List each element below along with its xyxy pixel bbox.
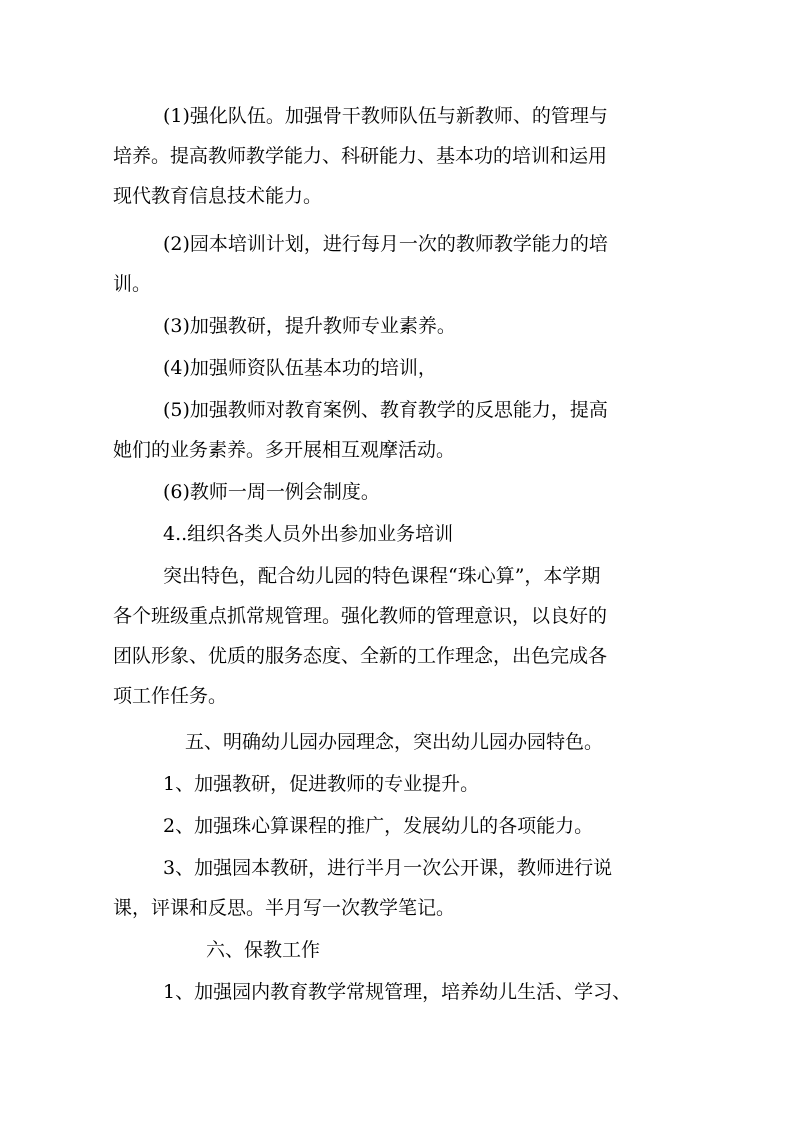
text-line: (1)强化队伍。加强骨干教师队伍与新教师、的管理与 bbox=[163, 105, 608, 127]
text-line: (2)园本培训计划，进行每月一次的教师教学能力的培 bbox=[163, 233, 608, 255]
text-line: (4)加强师资队伍基本功的培训， bbox=[163, 357, 437, 379]
text-line: 六、保教工作 bbox=[206, 939, 321, 961]
paragraph-12 bbox=[113, 972, 693, 1012]
text-line: 1、加强教研，促进教师的专业提升。 bbox=[163, 773, 480, 795]
paragraph-5 bbox=[113, 390, 693, 470]
paragraph-9 bbox=[113, 764, 693, 804]
text-line: (6)教师一周一例会制度。 bbox=[163, 481, 380, 503]
text-line: 3、加强园本教研，进行半月一次公开课，教师进行说 bbox=[163, 857, 613, 879]
section-heading-5 bbox=[113, 722, 693, 762]
section-heading-6 bbox=[113, 930, 693, 970]
text-line: 训。 bbox=[113, 273, 152, 295]
text-line: 各个班级重点抓常规管理。强化教师的管理意识，以良好的 bbox=[113, 605, 608, 627]
text-line: 培养。提高教师教学能力、科研能力、基本功的培训和运用 bbox=[113, 145, 608, 167]
text-line: 课，评课和反思。半月写一次教学笔记。 bbox=[113, 897, 456, 919]
text-line: 项工作任务。 bbox=[113, 685, 228, 707]
paragraph-1 bbox=[113, 96, 693, 216]
text-line: 2、加强珠心算课程的推广，发展幼儿的各项能力。 bbox=[163, 815, 594, 837]
text-line: 1、加强园内教育教学常规管理，培养幼儿生活、学习、 bbox=[163, 981, 632, 1003]
paragraph-10 bbox=[113, 806, 693, 846]
text-line: (3)加强教研，提升教师专业素养。 bbox=[163, 315, 456, 337]
text-line: 她们的业务素养。多开展相互观摩活动。 bbox=[113, 439, 456, 461]
paragraph-6 bbox=[113, 472, 693, 512]
text-line: 突出特色，配合幼儿园的特色课程“珠心算”，本学期 bbox=[163, 565, 601, 587]
paragraph-4 bbox=[113, 348, 693, 388]
text-line: 现代教育信息技术能力。 bbox=[113, 185, 323, 207]
paragraph-11 bbox=[113, 848, 693, 928]
paragraph-8 bbox=[113, 556, 693, 716]
text-line: 团队形象、优质的服务态度、全新的工作理念，出色完成各 bbox=[113, 645, 608, 667]
paragraph-7 bbox=[113, 514, 693, 554]
text-line: 4..组织各类人员外出参加业务培训 bbox=[163, 523, 454, 545]
paragraph-3 bbox=[113, 306, 693, 346]
paragraph-2 bbox=[113, 224, 693, 304]
text-line: (5)加强教师对教育案例、教育教学的反思能力，提高 bbox=[163, 399, 608, 421]
text-line: 五、明确幼儿园办园理念，突出幼儿园办园特色。 bbox=[185, 731, 604, 753]
